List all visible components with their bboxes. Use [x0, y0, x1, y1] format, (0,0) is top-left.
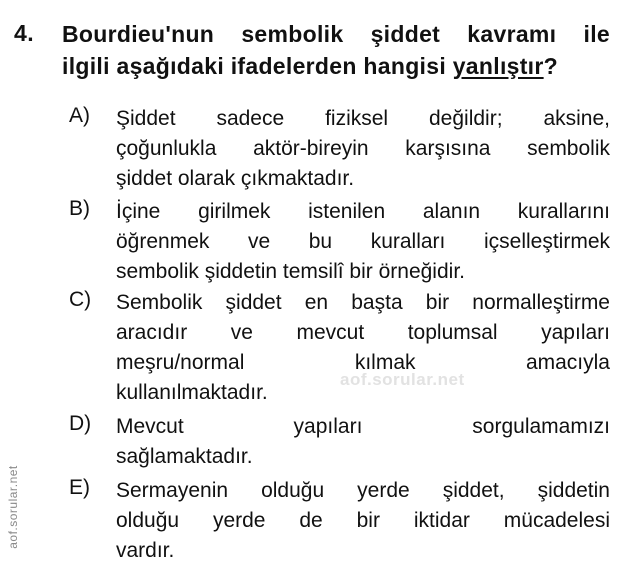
question-mark: ?	[543, 53, 558, 79]
option-line: aracıdır ve mevcut toplumsal yapıları	[116, 321, 610, 344]
question-line-1: Bourdieu'nun sembolik şiddet kavramı ile	[62, 21, 610, 47]
option-line: Sembolik şiddet en başta bir normalleştirme	[116, 291, 610, 314]
option-line: sembolik şiddetin temsilî bir örneğidir.	[116, 260, 465, 283]
option-text	[116, 412, 610, 472]
option-line: meşru/normal kılmak amacıyla	[116, 351, 610, 374]
option-line: Şiddet sadece fiziksel değildir; aksine,	[116, 107, 610, 130]
option-line: Sermayenin olduğu yerde şiddet, şiddetin	[116, 479, 610, 502]
option-letter: A)	[69, 104, 90, 127]
option-letter: E)	[69, 476, 90, 499]
question-line-2	[62, 50, 610, 82]
option-line: olduğu yerde de bir iktidar mücadelesi	[116, 509, 610, 532]
option-line: İçine girilmek istenilen alanın kurallarını	[116, 200, 610, 223]
watermark: aof.sorular.net	[340, 370, 465, 389]
option-text	[116, 476, 610, 566]
option-text	[116, 104, 610, 194]
option-line: öğrenmek ve bu kuralları içselleştirmek	[116, 230, 610, 253]
side-watermark: aof.sorular.net	[6, 465, 20, 549]
option-line: çoğunlukla aktör-bireyin karşısına sembolik	[116, 137, 610, 160]
option-letter: B)	[69, 197, 90, 220]
option-letter: C)	[69, 288, 92, 311]
option-line: şiddet olarak çıkmaktadır.	[116, 167, 355, 190]
option-text	[116, 288, 610, 408]
question-number: 4.	[14, 20, 35, 46]
question-text	[62, 18, 610, 82]
question-line-2-text: ilgili aşağıdaki ifadelerden hangisi	[62, 53, 453, 79]
option-text	[116, 197, 610, 287]
option-letter: D)	[69, 412, 92, 435]
option-line: sağlamaktadır.	[116, 445, 253, 468]
emphasis-wrong: yanlıştır	[452, 53, 544, 79]
option-line: Mevcut yapıları sorgulamamızı	[116, 415, 610, 438]
option-line: vardır.	[116, 539, 175, 562]
option-line: kullanılmaktadır.	[116, 381, 268, 404]
